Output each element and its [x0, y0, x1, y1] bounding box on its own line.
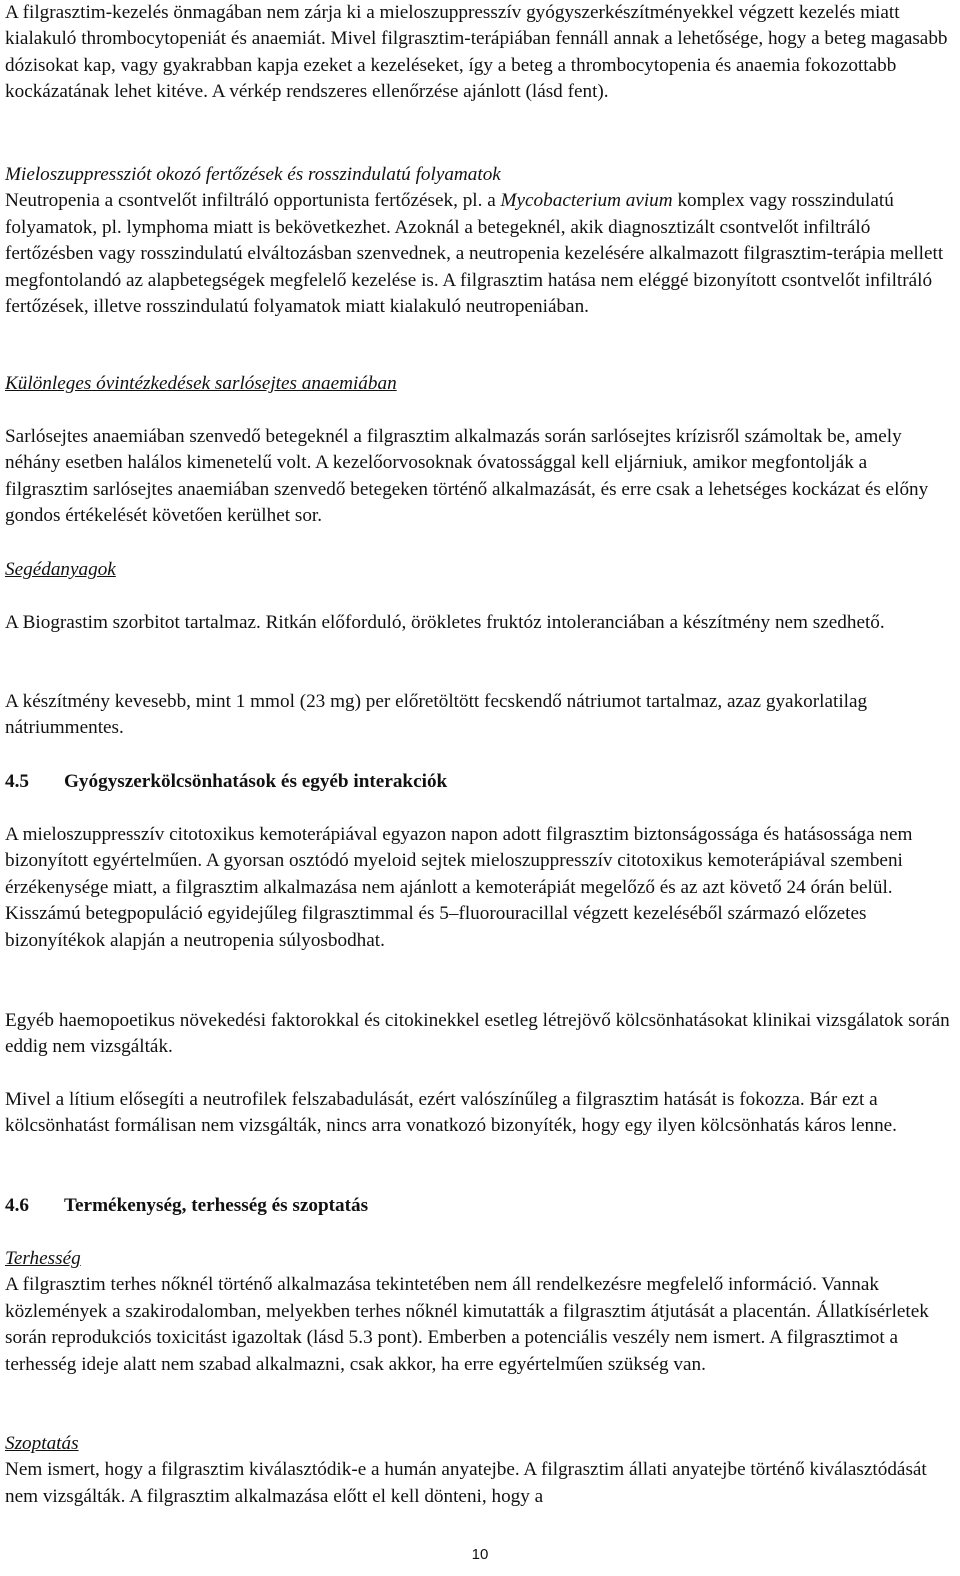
section-heading-4-5	[5, 769, 447, 795]
text-part: Neutropenia a csontvelőt infiltráló opportunista fertőzések, pl. a	[5, 190, 501, 212]
section-pregnancy	[5, 1246, 955, 1378]
paragraph-interactions-growth-factors: Egyéb haemopoetikus növekedési faktorokkal és citokinekkel esetleg létrejövő kölcsönhatásokat klinikai vizsgálatok során eddig nem vizsgálták.	[5, 1010, 950, 1058]
section-title: Termékenység, terhesség és szoptatás	[64, 1195, 369, 1216]
subheading-sickle-cell: Különleges óvintézkedések sarlósejtes anaemiában	[5, 373, 397, 394]
section-title: Gyógyszerkölcsönhatások és egyéb interakciók	[64, 771, 448, 792]
paragraph-pregnancy: A filgrasztim terhes nőknél történő alkalmazása tekintetében nem áll rendelkezésre megfelelő információ. Vannak közlemények a szakirodalomban, melyekben terhes nőknél kimutatták a filgrasztim átjutását a placentán. Állatkísérletek során reprodukciós toxicitást igazoltak (lásd 5.3 pont). Emberben a potenciális veszély nem ismert. A filgrasztimot a terhesség ideje alatt nem szabad alkalmazni, csak akkor, ha erre egyértelműen szükség van.	[5, 1274, 929, 1375]
paragraph-interactions-chemo: A mieloszuppresszív citotoxikus kemoterápiával egyazon napon adott filgrasztim biztonságossága és hatásossága nem bizonyított egyértelműen. A gyorsan osztódó myeloid sejtek mieloszuppresszív citotoxikus kemoterápiával szembeni érzékenysége miatt, a filgrasztim alkalmazása nem ajánlott a kemoterápiát megelőző és az azt követő 24 órán belül. Kisszámú betegpopuláció egyidejűleg filgrasztimmal és 5–fluorouracillal végzett kezeléséből származó előzetes bizonyítékok alapján a neutropenia súlyosbodhat.	[5, 824, 913, 951]
paragraph-sodium: A készítmény kevesebb, mint 1 mmol (23 mg) per előretöltött fecskendő nátriumot tartalmaz, azaz gyakorlatilag nátriummentes.	[5, 691, 868, 739]
paragraph-interactions-lithium: Mivel a lítium elősegíti a neutrofilek felszabadulását, ezért valószínűleg a filgrasztim hatását is fokozza. Bár ezt a kölcsönhatást formálisan nem vizsgálták, nincs arra vonatkozó bizonyíték, hogy egy ilyen kölcsönhatás káros lenne.	[5, 1089, 897, 1137]
page-number: 10	[471, 1546, 489, 1563]
section-myelosuppression	[5, 162, 955, 320]
text-part: komplex vagy rosszindulatú folyamatok, pl. lymphoma miatt is bekövetkezhet. Azoknál a betegeknél, akik diagnosztizált csontvelőt infiltráló fertőzésben vagy rosszindulatú elváltozásban szenvednek, a neutropenia kezelésére alkalmazott filgrasztim-terápia mellett megfontolandó az alapbetegségek megfelelő kezelése is. A filgrasztim hatása nem eléggé bizonyított csontvelőt infiltráló fertőzések, illetve rosszindulatú folyamatok miatt kialakuló neutropeniában.	[5, 190, 944, 318]
paragraph-myelosuppression	[5, 188, 955, 320]
section-lactation	[5, 1431, 955, 1510]
organism-name: Mycobacterium avium	[500, 190, 673, 212]
paragraph-lactation: Nem ismert, hogy a filgrasztim kiválasztódik-e a humán anyatejbe. A filgrasztim állati anyatejbe történő kiválasztódását nem vizsgálták. A filgrasztim alkalmazása előtt el kell dönteni, hogy a	[5, 1459, 927, 1507]
subheading-lactation: Szoptatás	[5, 1433, 79, 1454]
section-number: 4.5	[5, 771, 29, 792]
paragraph-sickle-cell: Sarlósejtes anaemiában szenvedő betegeknél a filgrasztim alkalmazás során sarlósejtes krízisről számoltak be, amely néhány esetben halálos kimenetelű volt. A kezelőorvosoknak óvatossággal kell eljárniuk, amikor megfontolják a filgrasztim sarlósejtes anaemiában szenvedő betegeken történő alkalmazását, és erre csak a lehetséges kockázat és előny gondos értékelését követően kerülhet sor.	[5, 426, 929, 527]
subheading-pregnancy: Terhesség	[5, 1248, 81, 1269]
section-heading-4-6	[5, 1193, 368, 1219]
section-number: 4.6	[5, 1195, 29, 1216]
subheading-excipients: Segédanyagok	[5, 559, 116, 580]
subheading-myelosuppression: Mieloszuppressziót okozó fertőzések és rosszindulatú folyamatok	[5, 164, 501, 185]
paragraph-sorbitol: A Biograstim szorbitot tartalmaz. Ritkán előforduló, örökletes fruktóz intoleranciában a készítmény nem szedhető.	[5, 612, 885, 633]
paragraph-thrombocytopenia: A filgrasztim-kezelés önmagában nem zárja ki a mieloszuppresszív gyógyszerkészítményekkel végzett kezelés miatt kialakuló thrombocytopeniát és anaemiát. Mivel filgrasztim-terápiában fennáll annak a lehetősége, hogy a beteg magasabb dózisokat kap, vagy gyakrabban kapja ezeket a kezeléseket, így a beteg a thrombocytopenia és anaemia fokozottabb kockázatának lehet kitéve. A vérkép rendszeres ellenőrzése ajánlott (lásd fent).	[5, 2, 948, 103]
